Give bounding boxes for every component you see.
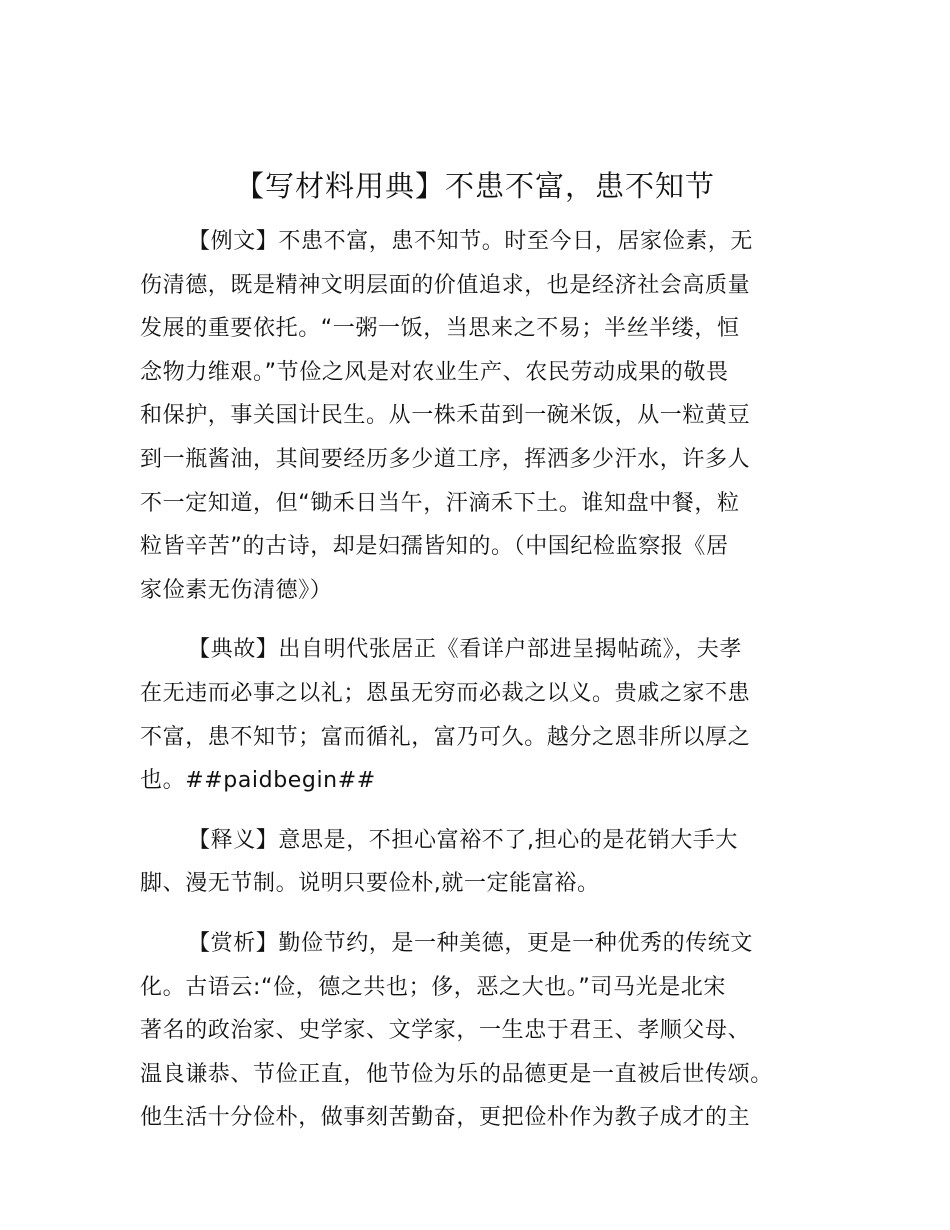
text-line: 发展的重要依托。“一粥一饭，当思来之不易；半丝半缕，恒 bbox=[140, 316, 740, 342]
text-line: 化。古语云:“俭，德之共也；侈，恶之大也。”司马光是北宋 bbox=[140, 974, 727, 1000]
text-line: 粒皆辛苦”的古诗，却是妇孺皆知的。（中国纪检监察报《居 bbox=[140, 534, 729, 560]
text-line: 不一定知道，但“锄禾日当午，汗滴禾下土。谁知盘中餐，粒 bbox=[140, 490, 740, 516]
text-line: 温良谦恭、节俭正直，他节俭为乐的品德更是一直被后世传颂。 bbox=[140, 1061, 773, 1087]
text-line: 【释义】意思是，不担心富裕不了,担心的是花销大手大 bbox=[188, 827, 738, 853]
text-line: 【例文】不患不富，患不知节。时至今日，居家俭素，无 bbox=[188, 229, 754, 254]
text-line: 和保护，事关国计民生。从一株禾苗到一碗米饭，从一粒黄豆 bbox=[140, 403, 751, 429]
text-line: 在无违而必事之以礼；恩虽无穷而必裁之以义。贵戚之家不患 bbox=[140, 680, 751, 706]
text-line: 也。##paidbegin## bbox=[140, 768, 376, 794]
text-line: 著名的政治家、史学家、文学家，一生忠于君王、孝顺父母、 bbox=[140, 1018, 751, 1044]
text-line: 脚、漫无节制。说明只要俭朴,就一定能富裕。 bbox=[140, 871, 600, 897]
document-body bbox=[140, 220, 830, 1156]
text-line: 他生活十分俭朴，做事刻苦勤奋，更把俭朴作为教子成才的主 bbox=[140, 1105, 751, 1131]
text-line: 【赏析】勤俭节约，是一种美德，更是一种优秀的传统文 bbox=[188, 930, 754, 956]
text-line: 家俭素无伤清德》） bbox=[140, 577, 333, 603]
text-line: 念物力维艰。”节俭之风是对农业生产、农民劳动成果的敬畏 bbox=[140, 359, 729, 385]
document-title: 【写材料用典】不患不富，患不知节 bbox=[234, 169, 715, 203]
paragraph-analysis bbox=[140, 922, 830, 1140]
text-line: 【典故】出自明代张居正《看详户部进呈揭帖疏》，夫孝 bbox=[188, 637, 743, 663]
text-line: 伤清德，既是精神文明层面的价值追求，也是经济社会高质量 bbox=[140, 272, 751, 298]
paragraph-allusion bbox=[140, 628, 830, 802]
paragraph-meaning bbox=[140, 819, 830, 906]
text-line: 不富，患不知节；富而循礼，富乃可久。越分之恩非所以厚之 bbox=[140, 724, 751, 750]
text-line: 到一瓶酱油，其间要经历多少道工序，挥洒多少汗水，许多人 bbox=[140, 446, 751, 472]
paragraph-example bbox=[140, 220, 830, 612]
